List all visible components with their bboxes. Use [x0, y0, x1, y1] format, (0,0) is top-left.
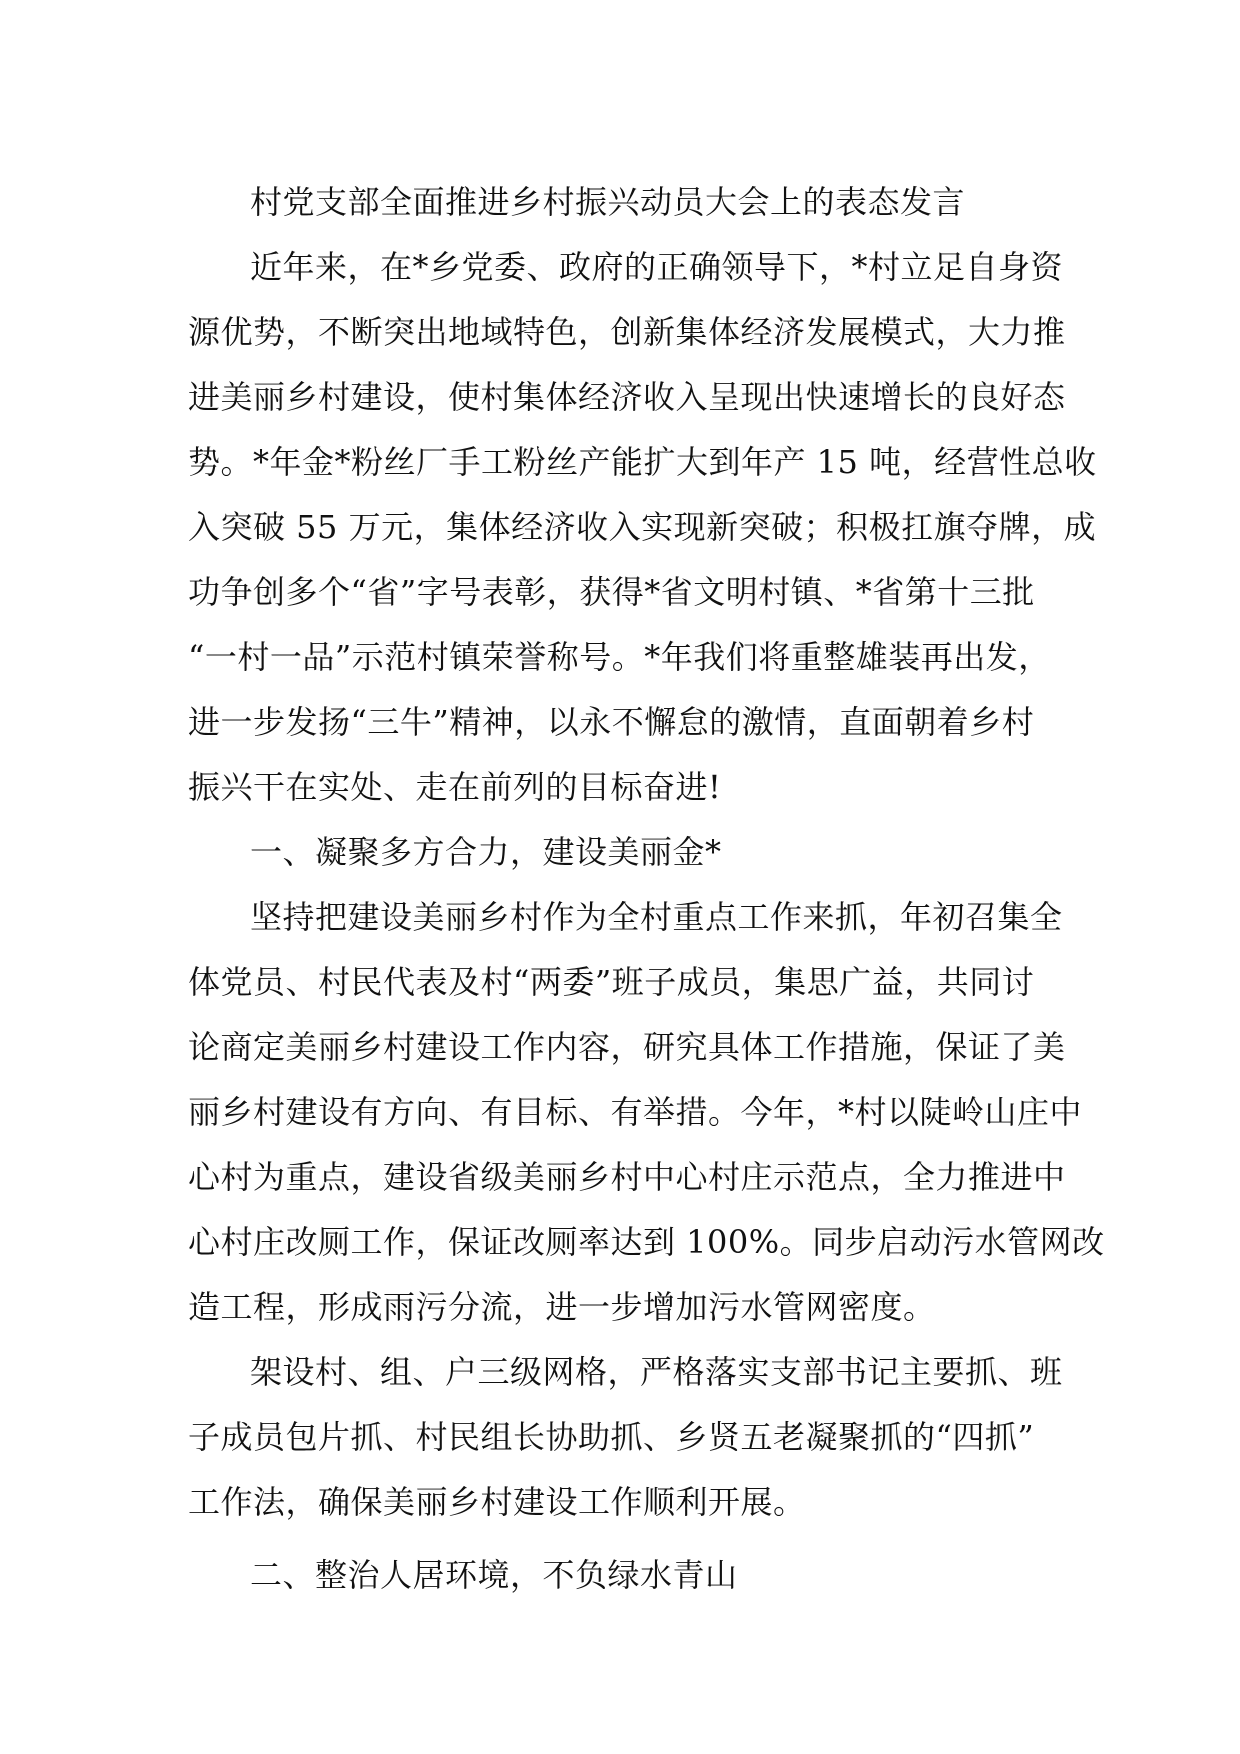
text-line: 心村为重点，建设省级美丽乡村中心村庄示范点，全力推进中 [188, 1158, 1066, 1196]
text-line: “一村一品”示范村镇荣誉称号。*年我们将重整雄装再出发， [188, 638, 1051, 676]
text-line: 造工程，形成雨污分流，进一步增加污水管网密度。 [188, 1288, 936, 1326]
text-line: 架设村、组、户三级网格，严格落实支部书记主要抓、班 [250, 1353, 1063, 1391]
text-line: 振兴干在实处、走在前列的目标奋进! [188, 768, 722, 806]
paragraph-section-1a [188, 885, 1105, 1340]
text-line: 进一步发扬“三牛”精神，以永不懈怠的激情，直面朝着乡村 [188, 703, 1035, 741]
text-line: 坚持把建设美丽乡村作为全村重点工作来抓，年初召集全 [250, 898, 1063, 936]
paragraph-section-1b [188, 1340, 1063, 1535]
text-line: 势。*年金*粉丝厂手工粉丝产能扩大到年产 15 吨，经营性总收 [188, 443, 1097, 481]
section-heading-1: 一、凝聚多方合力，建设美丽金* [250, 833, 722, 871]
text-line: 入突破 55 万元，集体经济收入实现新突破；积极扛旗夺牌，成 [188, 508, 1097, 546]
text-line: 源优势，不断突出地域特色，创新集体经济发展模式，大力推 [188, 313, 1066, 351]
document-title: 村党支部全面推进乡村振兴动员大会上的表态发言 [250, 183, 966, 221]
text-line: 工作法，确保美丽乡村建设工作顺利开展。 [188, 1483, 806, 1521]
text-line: 论商定美丽乡村建设工作内容，研究具体工作措施，保证了美 [188, 1028, 1066, 1066]
paragraph-intro [188, 235, 1097, 820]
text-line: 子成员包片抓、村民组长协助抓、乡贤五老凝聚抓的“四抓” [188, 1418, 1035, 1456]
text-line: 体党员、村民代表及村“两委”班子成员，集思广益，共同讨 [188, 963, 1035, 1001]
text-line: 心村庄改厕工作，保证改厕率达到 100%。同步启动污水管网改 [188, 1223, 1105, 1261]
document-body [188, 170, 1105, 1608]
section-heading-2: 二、整治人居环境，不负绿水青山 [250, 1556, 738, 1594]
text-line: 丽乡村建设有方向、有目标、有举措。今年，*村以陡岭山庄中 [188, 1093, 1083, 1131]
text-line: 功争创多个“省”字号表彰，获得*省文明村镇、*省第十三批 [188, 573, 1035, 611]
text-line: 进美丽乡村建设，使村集体经济收入呈现出快速增长的良好态 [188, 378, 1066, 416]
text-line: 近年来，在*乡党委、政府的正确领导下，*村立足自身资 [250, 248, 1064, 286]
